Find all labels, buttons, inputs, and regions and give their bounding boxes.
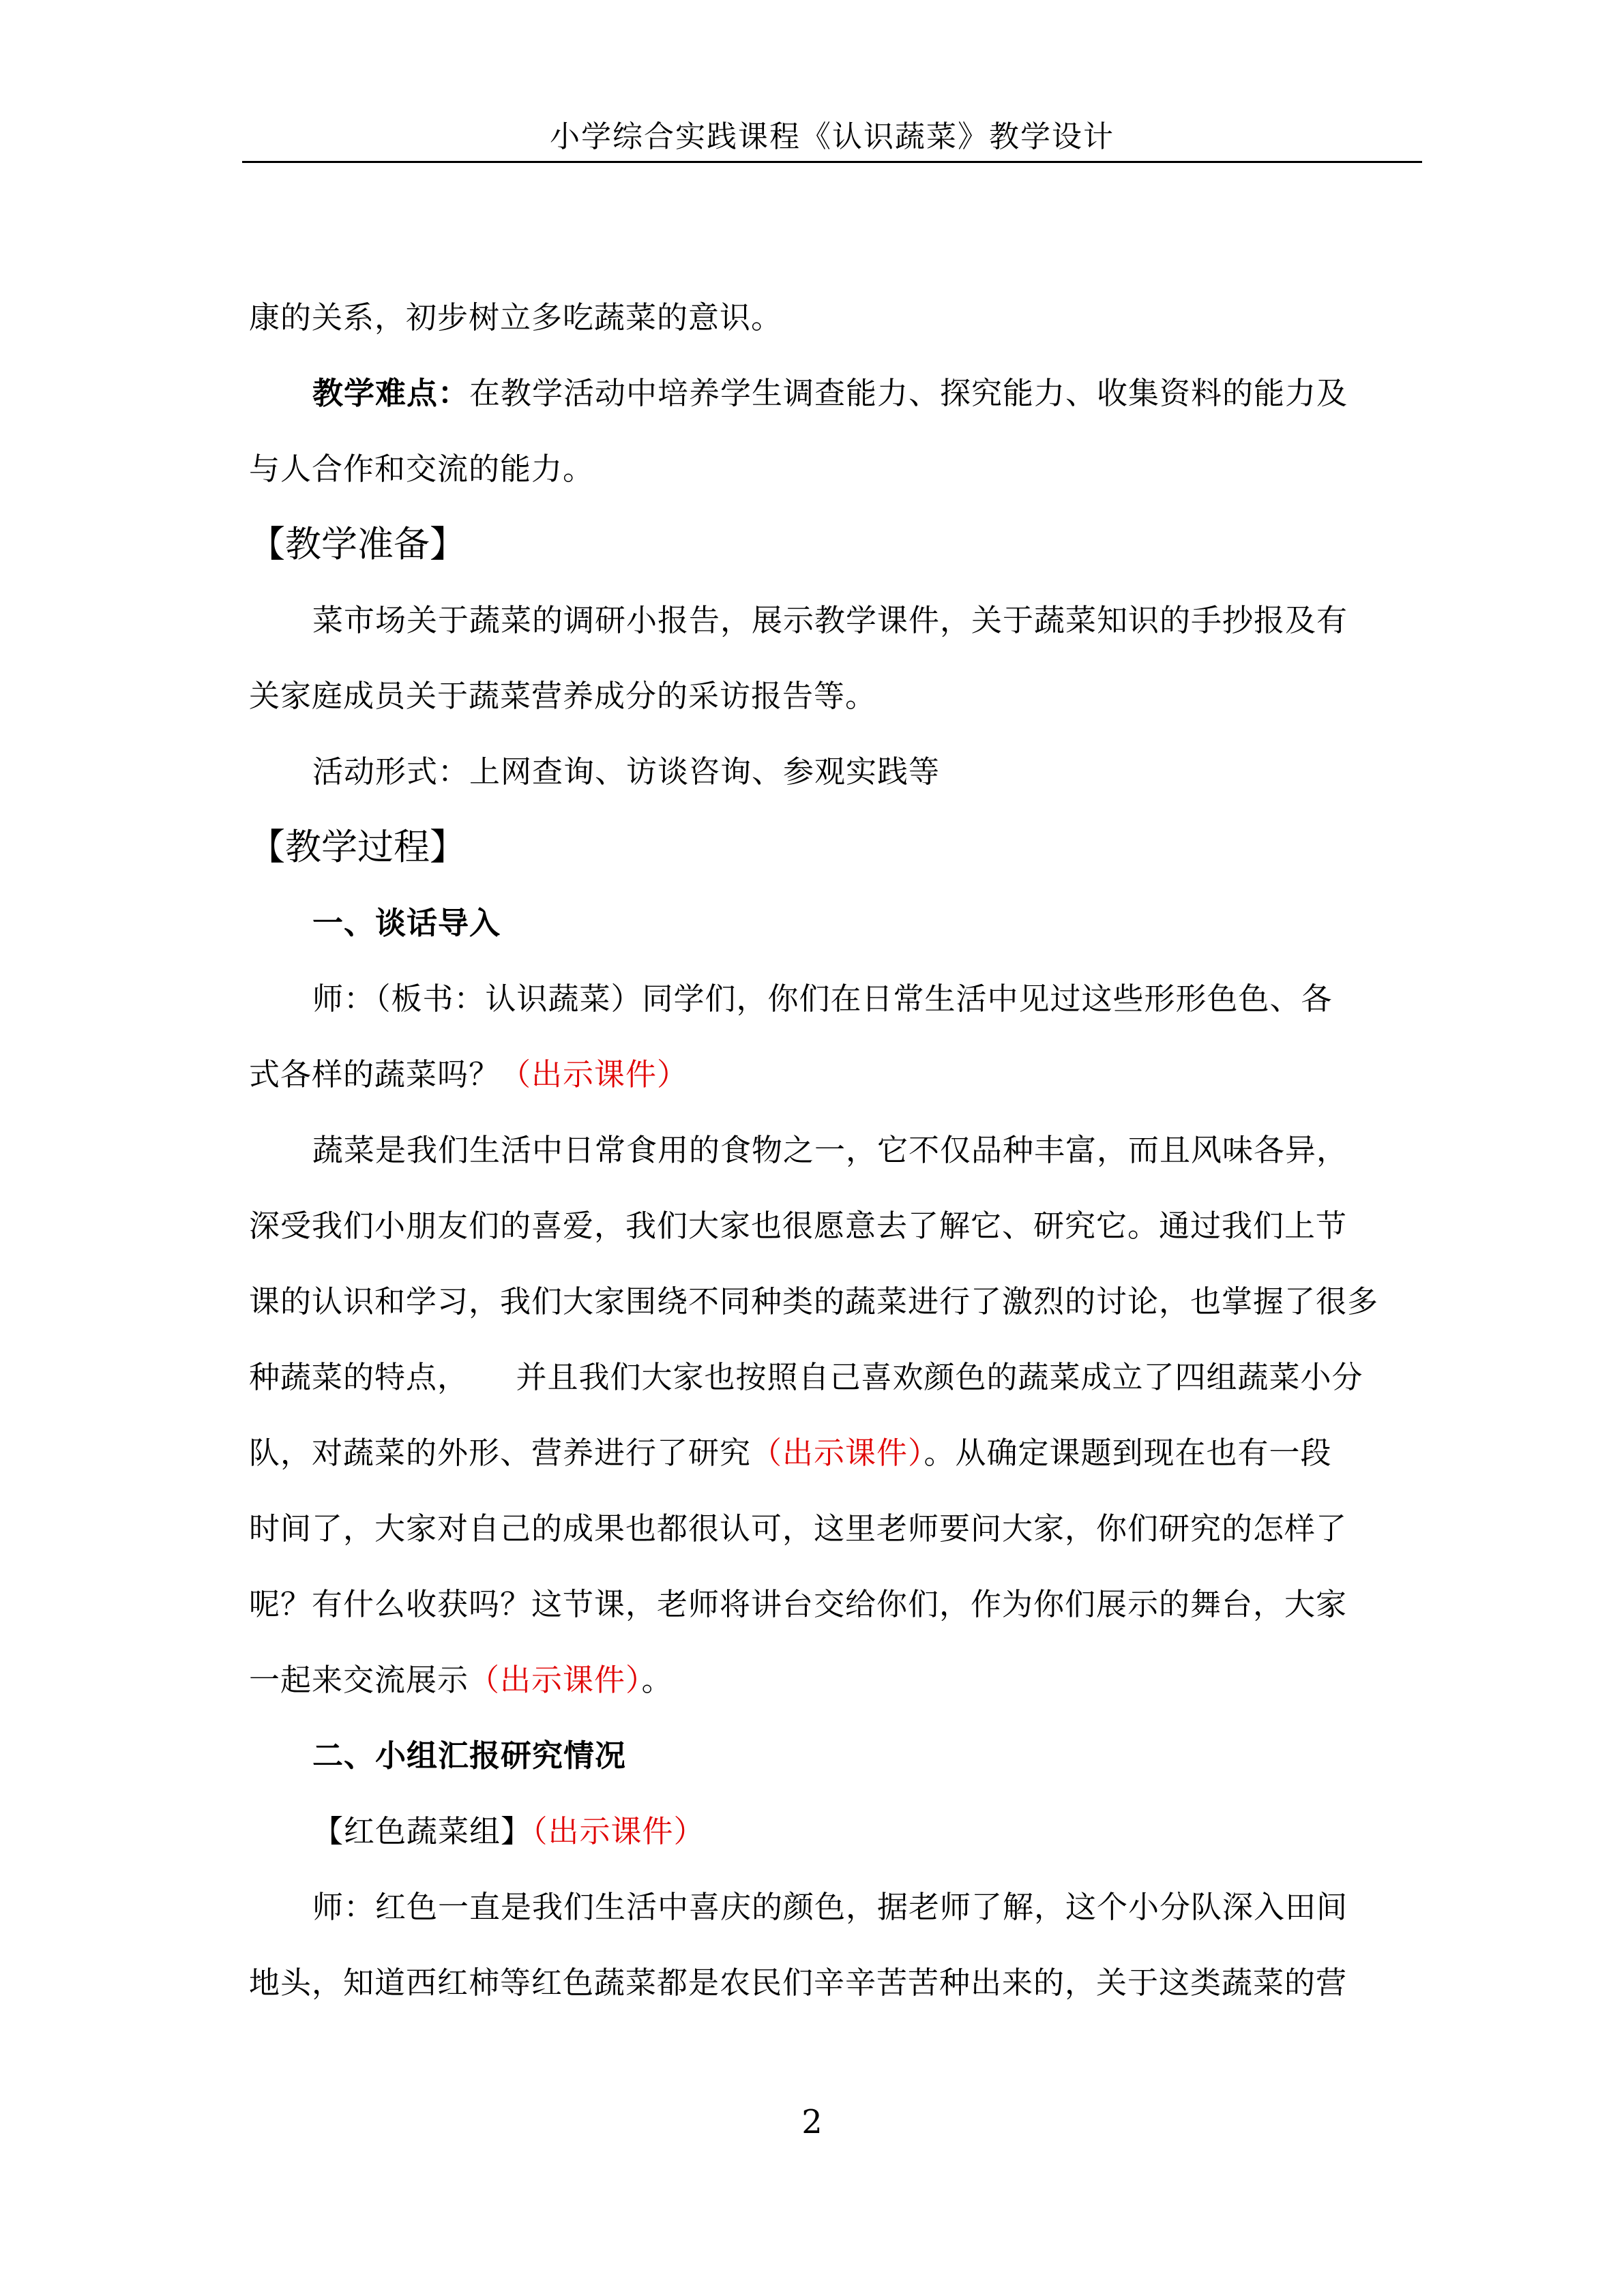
courseware-note: （出示课件）	[500, 1056, 689, 1092]
document-body	[249, 280, 1402, 2021]
teaching-difficulty-paragraph	[249, 355, 1402, 431]
courseware-note: （出示课件）	[469, 1662, 642, 1698]
paragraph-line	[249, 1415, 1402, 1491]
header-divider	[242, 161, 1422, 163]
courseware-note: （出示课件）	[532, 1813, 705, 1849]
activity-form-line: 活动形式：上网查询、访谈咨询、参观实践等	[312, 754, 941, 790]
paragraph-line: 种蔬菜的特点， 并且我们大家也按照自己喜欢颜色的蔬菜成立了四组蔬菜小分	[249, 1359, 1363, 1395]
paragraph-line	[249, 1642, 1402, 1718]
paragraph-text: 一起来交流展示	[249, 1662, 469, 1698]
group-label: 【红色蔬菜组】	[312, 1813, 533, 1849]
paragraph-text: 队，对蔬菜的外形、营养进行了研究	[249, 1435, 752, 1471]
step-title-group-report: 二、小组汇报研究情况	[312, 1738, 627, 1774]
paragraph-line: 课的认识和学习，我们大家围绕不同种类的蔬菜进行了激烈的讨论，也掌握了很多	[249, 1283, 1379, 1320]
page-number: 2	[801, 2103, 823, 2141]
section-heading-process: 【教学过程】	[249, 826, 466, 868]
page-header-title: 小学综合实践课程《认识蔬菜》教学设计	[550, 119, 1114, 154]
paragraph-line	[249, 1037, 1402, 1112]
paragraph-line: 与人合作和交流的能力。	[249, 451, 595, 487]
paragraph-line: 在教学活动中培养学生调查能力、探究能力、收集资料的能力及	[469, 375, 1348, 411]
paragraph-line: 呢？有什么收获吗？这节课，老师将讲台交给你们，作为你们展示的舞台，大家	[249, 1586, 1348, 1622]
paragraph-line: 康的关系，初步树立多吃蔬菜的意识。	[249, 299, 783, 336]
teaching-difficulty-label: 教学难点：	[312, 375, 470, 411]
paragraph-line: 地头，知道西红柿等红色蔬菜都是农民们辛辛苦苦种出来的，关于这类蔬菜的营	[249, 1965, 1348, 2001]
section-heading-preparation: 【教学准备】	[249, 524, 466, 565]
paragraph-line: 师：红色一直是我们生活中喜庆的颜色，据老师了解，这个小分队深入田间	[312, 1889, 1348, 1925]
paragraph-text: 。从确定课题到现在也有一段	[924, 1435, 1332, 1471]
step-title-intro: 一、谈话导入	[312, 905, 501, 941]
paragraph-line: 师：（板书：认识蔬菜）同学们，你们在日常生活中见过这些形形色色、各	[312, 981, 1333, 1017]
paragraph-text: 式各样的蔬菜吗？	[249, 1056, 501, 1092]
paragraph-line: 关家庭成员关于蔬菜营养成分的采访报告等。	[249, 678, 877, 714]
paragraph-line: 蔬菜是我们生活中日常食用的食物之一，它不仅品种丰富，而且风味各异，	[312, 1132, 1348, 1168]
paragraph-line: 深受我们小朋友们的喜爱，我们大家也很愿意去了解它、研究它。通过我们上节	[249, 1208, 1348, 1244]
group-heading-red	[249, 1793, 1402, 1869]
courseware-note: （出示课件）	[751, 1435, 924, 1471]
paragraph-line: 时间了，大家对自己的成果也都很认可，这里老师要问大家，你们研究的怎样了	[249, 1510, 1348, 1547]
paragraph-line: 菜市场关于蔬菜的调研小报告，展示教学课件，关于蔬菜知识的手抄报及有	[312, 602, 1348, 638]
paragraph-text: 。	[641, 1662, 673, 1698]
